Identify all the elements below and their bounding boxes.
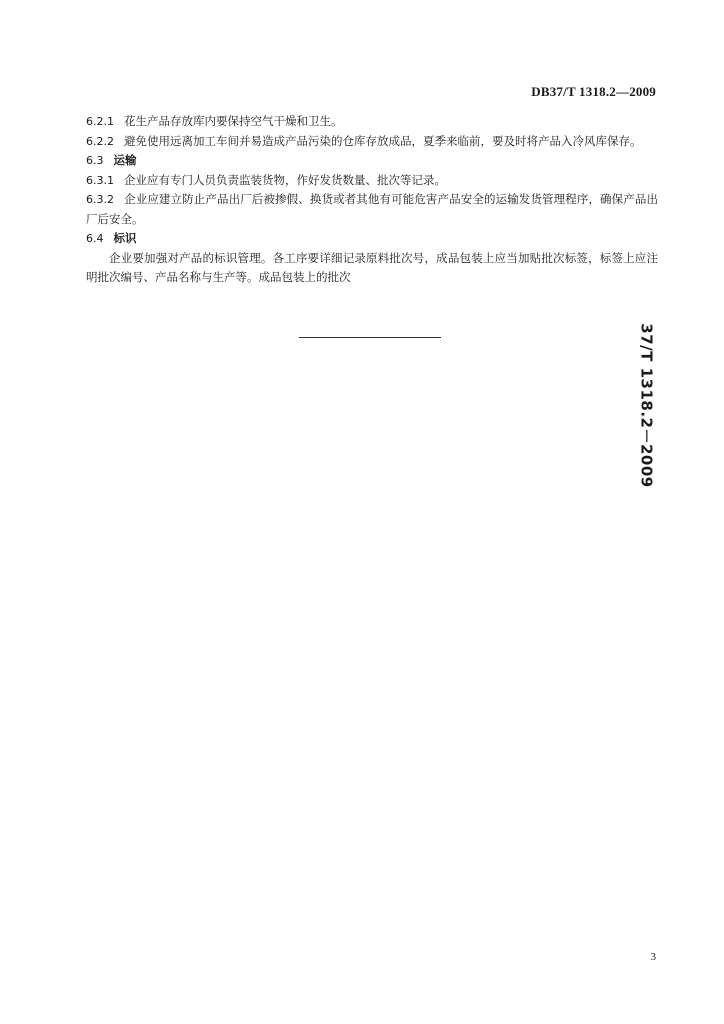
clause-number: 6.2.2	[86, 134, 114, 148]
clause-text: 避免使用远离加工车间并易造成产品污染的仓库存放成品，夏季来临前，要及时将产品入冷风库保存。	[124, 133, 642, 148]
clause-number: 6.3.1	[86, 173, 114, 187]
clause-text: 花生产品存放库内要保持空气干燥和卫生。	[124, 114, 343, 128]
side-document-code	[617, 322, 677, 488]
heading-text: 标识	[113, 231, 137, 245]
clause-6-3-1	[86, 171, 658, 191]
document-body	[86, 112, 658, 288]
clause-number: 6.3.2	[86, 193, 114, 206]
end-of-text-rule	[299, 337, 441, 338]
clause-6-3-2	[86, 190, 658, 229]
heading-text: 运输	[113, 153, 137, 167]
document-code-header: DB37/T 1318.2—2009	[531, 84, 656, 99]
header-rule	[86, 104, 656, 105]
paragraph-6-4-body	[86, 249, 658, 288]
clause-6-2-1	[86, 112, 658, 132]
clause-text: 企业应建立防止产品出厂后被掺假、换货或者其他有可能危害产品安全的运输发货管理程序，确保产品出厂后安全。	[86, 192, 658, 226]
page-number: 3	[650, 951, 656, 963]
clause-number: 6.2.1	[86, 115, 114, 128]
clause-text: 企业应有专门人员负责监装货物，作好发货数量、批次等记录。	[124, 172, 446, 187]
side-code-text: 37/T 1318.2－2009	[637, 322, 656, 488]
heading-6-3	[86, 151, 658, 171]
heading-6-4	[86, 229, 658, 249]
paragraph-text: 企业要加强对产品的标识管理。各工序要详细记录原料批次号，成品包装上应当加贴批次标签，标签上应注明批次编号、产品名称与生产等。成品包装上的批次	[86, 250, 658, 284]
clause-6-2-2	[86, 132, 658, 152]
heading-number: 6.4	[86, 232, 104, 245]
heading-number: 6.3	[86, 154, 104, 167]
